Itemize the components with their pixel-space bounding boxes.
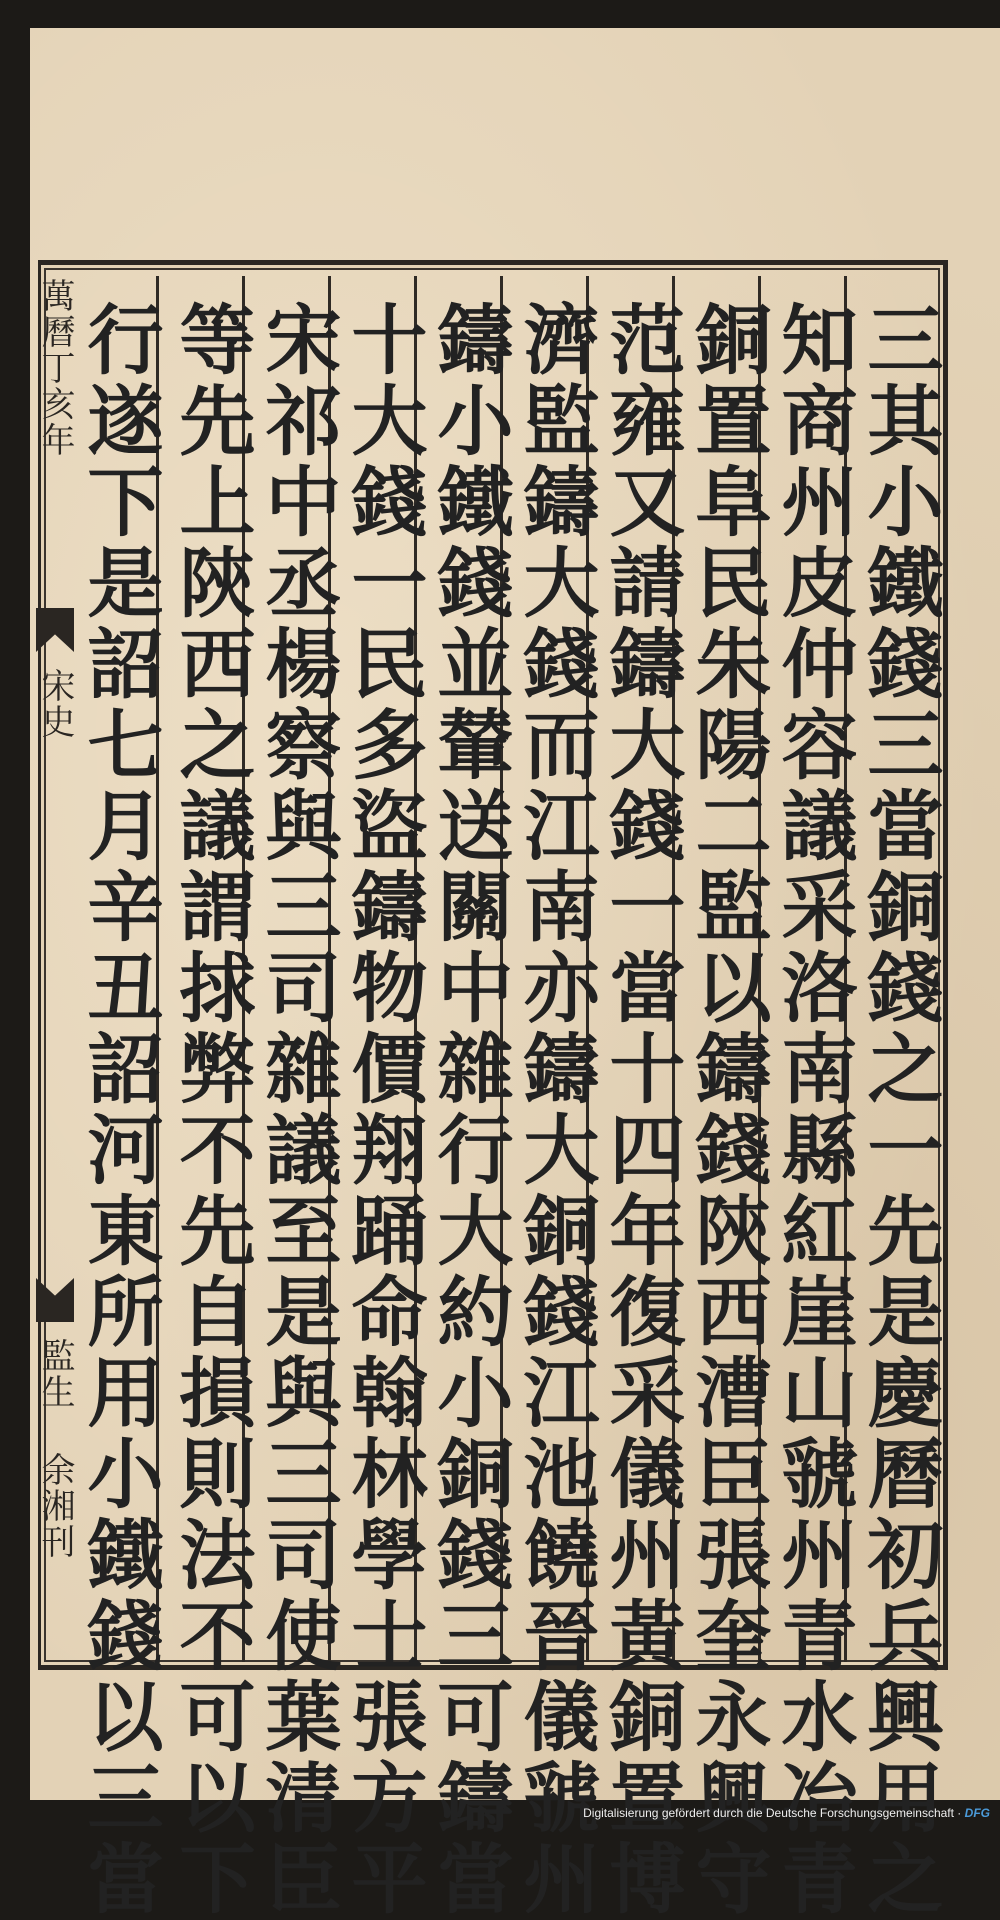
text-column-9: 等先上陝西之議謂捄弊不先自損則法不可以下 — [167, 300, 256, 1920]
margin-press-label: 監生 余湘刊 — [35, 1338, 75, 1560]
credit-text: Digitalisierung gefördert durch die Deutsche Forschungsgemeinschaft · — [583, 1806, 962, 1820]
text-column-3: 銅置阜民朱陽二監以鑄錢陝西漕臣張奎永興守 — [683, 300, 772, 1920]
text-column-1: 三其小鐵錢三當銅錢之一先是慶曆初兵興用之 — [855, 300, 944, 1920]
text-column-5: 濟監鑄大錢而江南亦鑄大銅錢江池饒晉儀虢州 — [511, 300, 600, 1920]
digitization-credit — [583, 1806, 990, 1824]
text-column-2: 知商州皮仲容議采洛南縣紅崖山虢州青水冶青 — [769, 300, 858, 1920]
margin-edition-label: 萬曆丁亥年 — [35, 278, 75, 458]
text-column-6: 鑄小鐵錢並輦送關中雜行大約小銅錢三可鑄當 — [425, 300, 514, 1920]
text-column-7: 十大錢一民多盜鑄物價翔踊命翰林學士張方平 — [339, 300, 428, 1920]
margin-book-title: 宋史 — [35, 668, 75, 740]
text-column-10: 行遂下是詔七月辛丑詔河東所用小鐵錢以三當 — [75, 300, 164, 1920]
dfg-logo: DFG — [964, 1806, 990, 1820]
text-column-4: 范雍又請鑄大錢一當十四年復采儀州黃銅置博 — [597, 300, 686, 1920]
text-column-8: 宋祁中丞楊察與三司雜議至是與三司使葉清臣 — [253, 300, 342, 1920]
